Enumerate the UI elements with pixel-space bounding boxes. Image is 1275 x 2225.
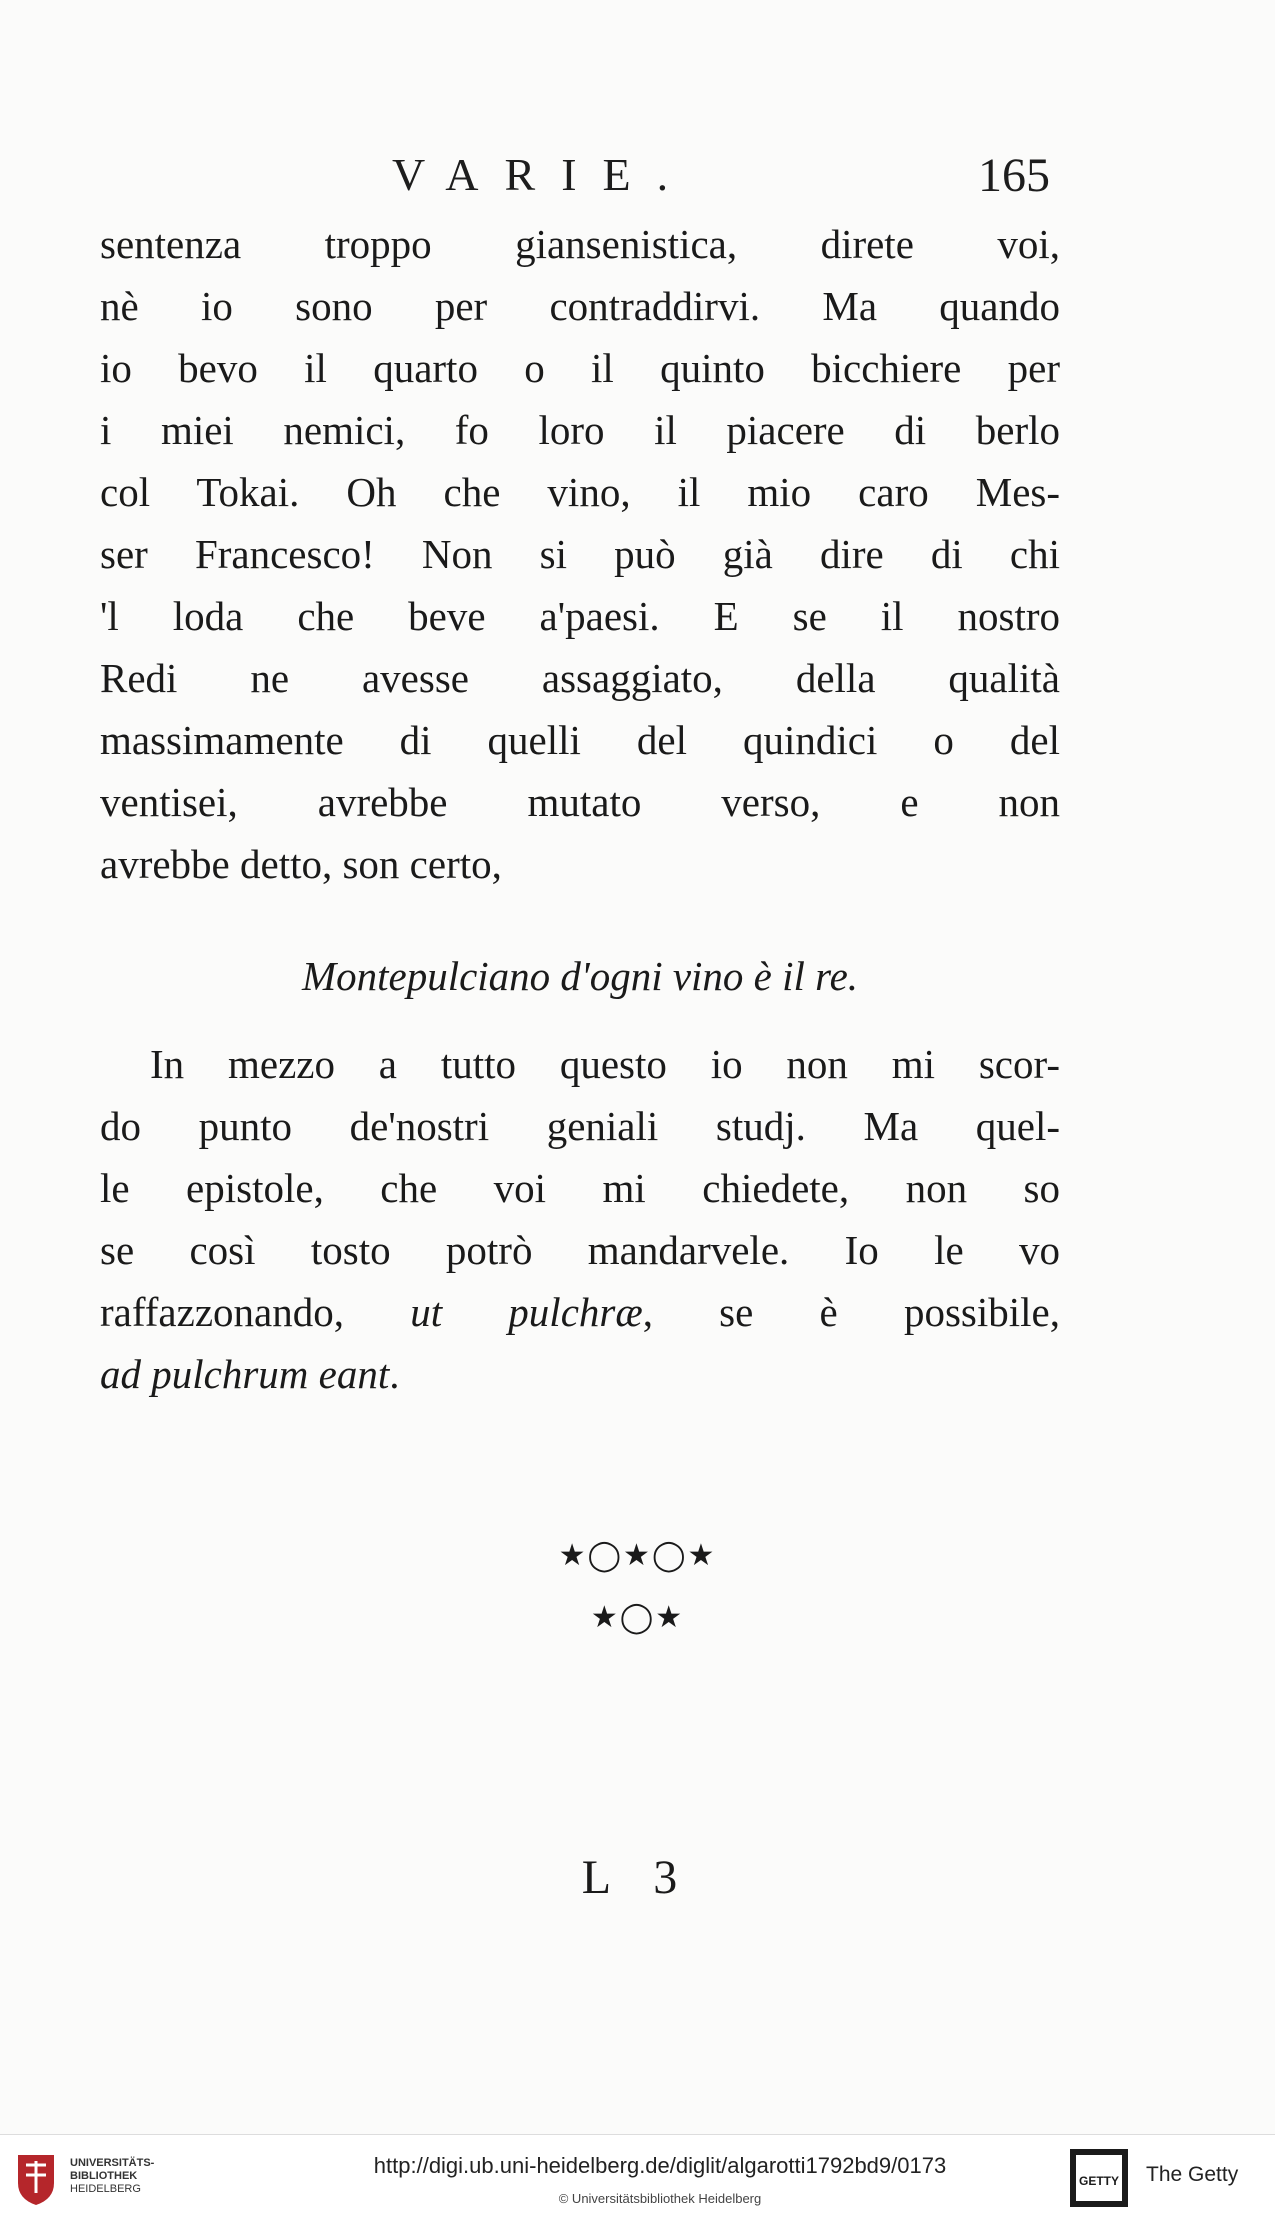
text-line: se così tosto potrò mandarvele. Io le vo: [100, 1227, 1060, 1273]
text-line: le epistole, che voi mi chiedete, non so: [100, 1165, 1060, 1211]
verse-quote: Montepulciano d'ogni vino è il re.: [301, 953, 859, 999]
footer-bar: [0, 2134, 1275, 2225]
getty-logo-text: GETTY: [1078, 2174, 1120, 2188]
text-line: io bevo il quarto o il quinto bicchiere per: [100, 345, 1060, 391]
ornament-row: ★◯★◯★: [558, 1538, 717, 1573]
text-line: sentenza troppo giansenistica, direte voi,: [100, 221, 1060, 267]
copyright-notice: © Universitätsbibliothek Heidelberg: [558, 2191, 762, 2206]
text-line: nè io sono per contraddirvi. Ma quando: [100, 283, 1060, 329]
text-run: .: [389, 1351, 400, 1397]
institution-line: UNIVERSITÄTS-: [70, 2157, 155, 2169]
text-run: , se è possibile,: [642, 1289, 1060, 1335]
text-run: raffazzonando,: [100, 1289, 411, 1335]
text-line: avrebbe detto, son certo,: [100, 841, 502, 887]
text-line: ser Francesco! Non si può già dire di chi: [100, 531, 1060, 577]
ornament-row: ★◯★: [590, 1600, 685, 1635]
text-line: In mezzo a tutto questo io non mi scor-: [150, 1041, 1060, 1087]
italic-phrase: ad pulchrum eant: [100, 1351, 390, 1397]
text-line: do punto de'nostri geniali studj. Ma quel-: [100, 1103, 1060, 1149]
text-line: [100, 1343, 1060, 1405]
institution-name: [70, 2157, 154, 2196]
institution-line: HEIDELBERG: [70, 2183, 141, 2195]
institution-line: BIBLIOTHEK: [70, 2170, 138, 2182]
university-seal-icon: [12, 2149, 60, 2209]
page-header: [0, 148, 1275, 208]
text-line: col Tokai. Oh che vino, il mio caro Mes-: [100, 469, 1060, 515]
running-title: VARIE.: [392, 149, 695, 200]
getty-logo-icon: [1070, 2149, 1128, 2207]
text-line: massimamente di quelli del quindici o del: [100, 717, 1060, 763]
text-line: ventisei, avrebbe mutato verso, e non: [100, 779, 1060, 825]
text-line: i miei nemici, fo loro il piacere di berlo: [100, 407, 1060, 453]
page-number: 165: [978, 149, 1050, 202]
permalink-link[interactable]: http://digi.ub.uni-heidelberg.de/diglit/algarotti1792bd9/0173: [373, 2153, 947, 2178]
text-line: [100, 1281, 1060, 1343]
italic-phrase: ut pulchræ: [410, 1289, 643, 1335]
getty-label: The Getty: [1146, 2163, 1239, 2186]
signature-mark: L 3: [581, 1851, 694, 1904]
text-line: 'l loda che beve a'paesi. E se il nostro: [100, 593, 1060, 639]
text-line: Redi ne avesse assaggiato, della qualità: [100, 655, 1060, 701]
